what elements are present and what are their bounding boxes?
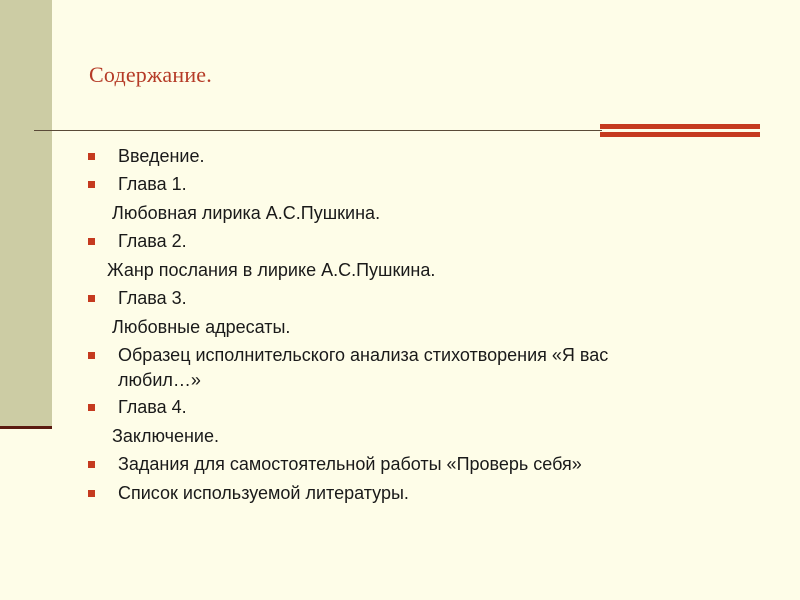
- list-item: Глава 4.: [118, 397, 187, 417]
- list-item: Любовные адресаты.: [112, 317, 291, 337]
- bullet-icon: [88, 295, 95, 302]
- list-item: любил…»: [118, 370, 201, 390]
- list-item: Любовная лирика А.С.Пушкина.: [112, 203, 381, 223]
- bullet-icon: [88, 461, 95, 468]
- list-item: Заключение.: [112, 426, 219, 446]
- list-item: Задания для самостоятельной работы «Проверь себя»: [118, 454, 582, 474]
- bullet-icon: [88, 490, 95, 497]
- list-item: Список используемой литературы.: [118, 483, 409, 503]
- list-item: Глава 1.: [118, 174, 187, 194]
- list-item: Глава 3.: [118, 288, 187, 308]
- list-item: Жанр послания в лирике А.С.Пушкина.: [107, 260, 436, 280]
- list-item: Образец исполнительского анализа стихотворения «Я вас: [118, 345, 609, 365]
- bullet-icon: [88, 153, 95, 160]
- page-title: Содержание.: [89, 62, 212, 87]
- bullet-icon: [88, 238, 95, 245]
- bullet-icon: [88, 181, 95, 188]
- bullet-icon: [88, 404, 95, 411]
- bullet-icon: [88, 352, 95, 359]
- list-item: Глава 2.: [118, 231, 187, 251]
- list-item: Введение.: [118, 146, 205, 166]
